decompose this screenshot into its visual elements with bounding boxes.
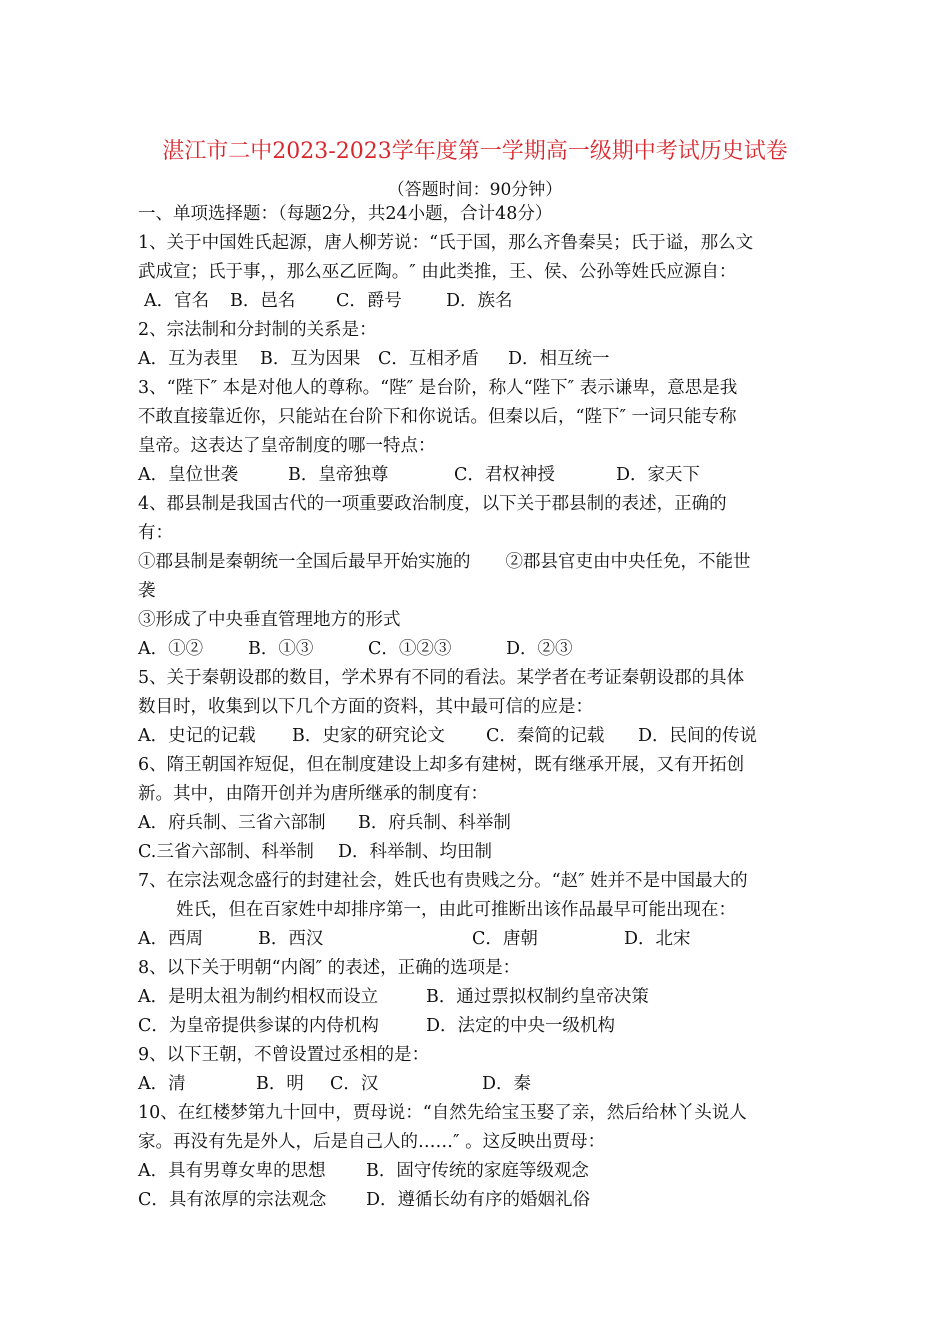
question-10-text: 10、在红楼梦第九十回中，贾母说：“自然先给宝玉娶了亲，然后给林丫头说人 [138,1103,747,1123]
option-d: D．科举制、均田制 [338,842,493,862]
option-c: C．互相矛盾 [378,349,479,369]
option-c: C．①②③ [368,639,452,659]
question-8-options-row-1 [138,983,818,1012]
question-9-text: 9、以下王朝，不曾设置过丞相的是： [138,1045,430,1065]
question-1-text: 1、关于中国姓氏起源，唐人柳芳说：“氏于国，那么齐鲁秦吴；氏于谥，那么文 [138,233,754,253]
section-heading: 一、单项选择题：（每题2分，共24小题，合计48分） [138,204,553,224]
exam-duration: （答题时间：90分钟） [387,180,563,200]
question-4-text: 4、郡县制是我国古代的一项重要政治制度，以下关于郡县制的表述，正确的 [138,494,727,514]
question-8-options-row-2 [138,1012,818,1041]
question-10-options-row-2 [138,1186,818,1215]
question-4-statement-1-2: ①郡县制是秦朝统一全国后最早开始实施的 ②郡县官吏由中央任免，不能世 [138,552,751,572]
question-5-text-cont: 数目时，收集到以下几个方面的资料，其中最可信的应是： [138,697,593,717]
question-10-options-row-1 [138,1157,818,1186]
option-b: B．皇帝独尊 [288,465,389,485]
option-a: A．清 [138,1074,186,1094]
exam-title: 湛江市二中2023-2023学年度第一学期高一级期中考试历史试卷 [162,139,788,164]
option-a: A．史记的记载 [138,726,256,746]
option-a: A．①② [138,639,204,659]
option-d: D．秦 [482,1074,532,1094]
question-2-text: 2、宗法制和分封制的关系是： [138,320,377,340]
option-d: D．②③ [506,639,573,659]
question-8-text: 8、以下关于明朝“内阁″ 的表述，正确的选项是： [138,958,521,978]
option-c: C．为皇帝提供参谋的内侍机构 [138,1016,379,1036]
question-4-statement-2-cont: 袭 [138,581,156,601]
question-3-text-cont: 不敢直接靠近你，只能站在台阶下和你说话。但秦以后，“陛下″ 一词只能专称 [138,407,737,427]
exam-body [138,200,818,1215]
question-3-text: 3、“陛下″ 本是对他人的尊称。“陛″ 是台阶，称人“陛下″ 表示谦卑，意思是我 [138,378,738,398]
option-d: D．相互统一 [508,349,610,369]
option-a: A．是明太祖为制约相权而设立 [138,987,379,1007]
option-b: B．明 [256,1074,304,1094]
question-3-options [138,461,818,490]
option-c: C．唐朝 [472,929,538,949]
question-6-text: 6、隋王朝国祚短促，但在制度建设上却多有建树，既有继承开展，又有开拓创 [138,755,745,775]
question-7-options [138,925,818,954]
option-b: B．西汉 [258,929,324,949]
option-b: B．①③ [248,639,314,659]
question-6-text-cont: 新。其中，由隋开创并为唐所继承的制度有： [138,784,488,804]
option-b: B．互为因果 [260,349,361,369]
option-a: A．皇位世袭 [138,465,239,485]
option-c: C．君权神授 [454,465,555,485]
option-b: B．史家的研究论文 [292,726,445,746]
question-4-statement-3: ③形成了中央垂直管理地方的形式 [138,610,401,630]
question-1-text-cont: 武成宣；氏于事，，那么巫乙匠陶。″ 由此类推，王、侯、公孙等姓氏应源自： [138,262,737,282]
option-a: A．官名 [144,291,210,311]
option-b: B．邑名 [230,291,296,311]
option-b: B．固守传统的家庭等级观念 [366,1161,589,1181]
option-b: B．府兵制、科举制 [358,813,511,833]
option-d: D．遵循长幼有序的婚姻礼俗 [366,1190,591,1210]
option-d: D．法定的中央一级机构 [426,1016,616,1036]
option-c: C．秦简的记载 [486,726,605,746]
question-1-options [138,287,818,316]
question-7-text: 7、在宗法观念盛行的封建社会，姓氏也有贵贱之分。“赵″ 姓并不是中国最大的 [138,871,748,891]
option-d: D．族名 [446,291,513,311]
option-d: D．民间的传说 [638,726,758,746]
question-5-options [138,722,818,751]
question-7-text-cont: 姓氏，但在百家姓中却排序第一，由此可推断出该作品最早可能出现在： [176,900,736,920]
option-c: C.三省六部制、科举制 [138,842,314,862]
question-2-options [138,345,818,374]
option-c: C．具有浓厚的宗法观念 [138,1190,327,1210]
option-a: A．互为表里 [138,349,239,369]
option-d: D．家天下 [616,465,701,485]
question-4-options [138,635,818,664]
option-a: A．西周 [138,929,204,949]
question-10-text-cont: 家。再没有先是外人，后是自己人的……″ 。这反映出贾母： [138,1132,606,1152]
option-a: A．府兵制、三省六部制 [138,813,326,833]
option-c: C．爵号 [336,291,402,311]
option-a: A．具有男尊女卑的思想 [138,1161,326,1181]
question-5-text: 5、关于秦朝设郡的数目，学术界有不同的看法。某学者在考证秦朝设郡的具体 [138,668,745,688]
question-3-text-cont2: 皇帝。这表达了皇帝制度的哪一特点： [138,436,436,456]
question-6-options-row-1 [138,809,818,838]
question-9-options [138,1070,818,1099]
question-4-text-cont: 有： [138,523,173,543]
option-c: C．汉 [330,1074,379,1094]
question-6-options-row-2 [138,838,818,867]
option-d: D．北宋 [624,929,691,949]
option-b: B．通过票拟权制约皇帝决策 [426,987,649,1007]
